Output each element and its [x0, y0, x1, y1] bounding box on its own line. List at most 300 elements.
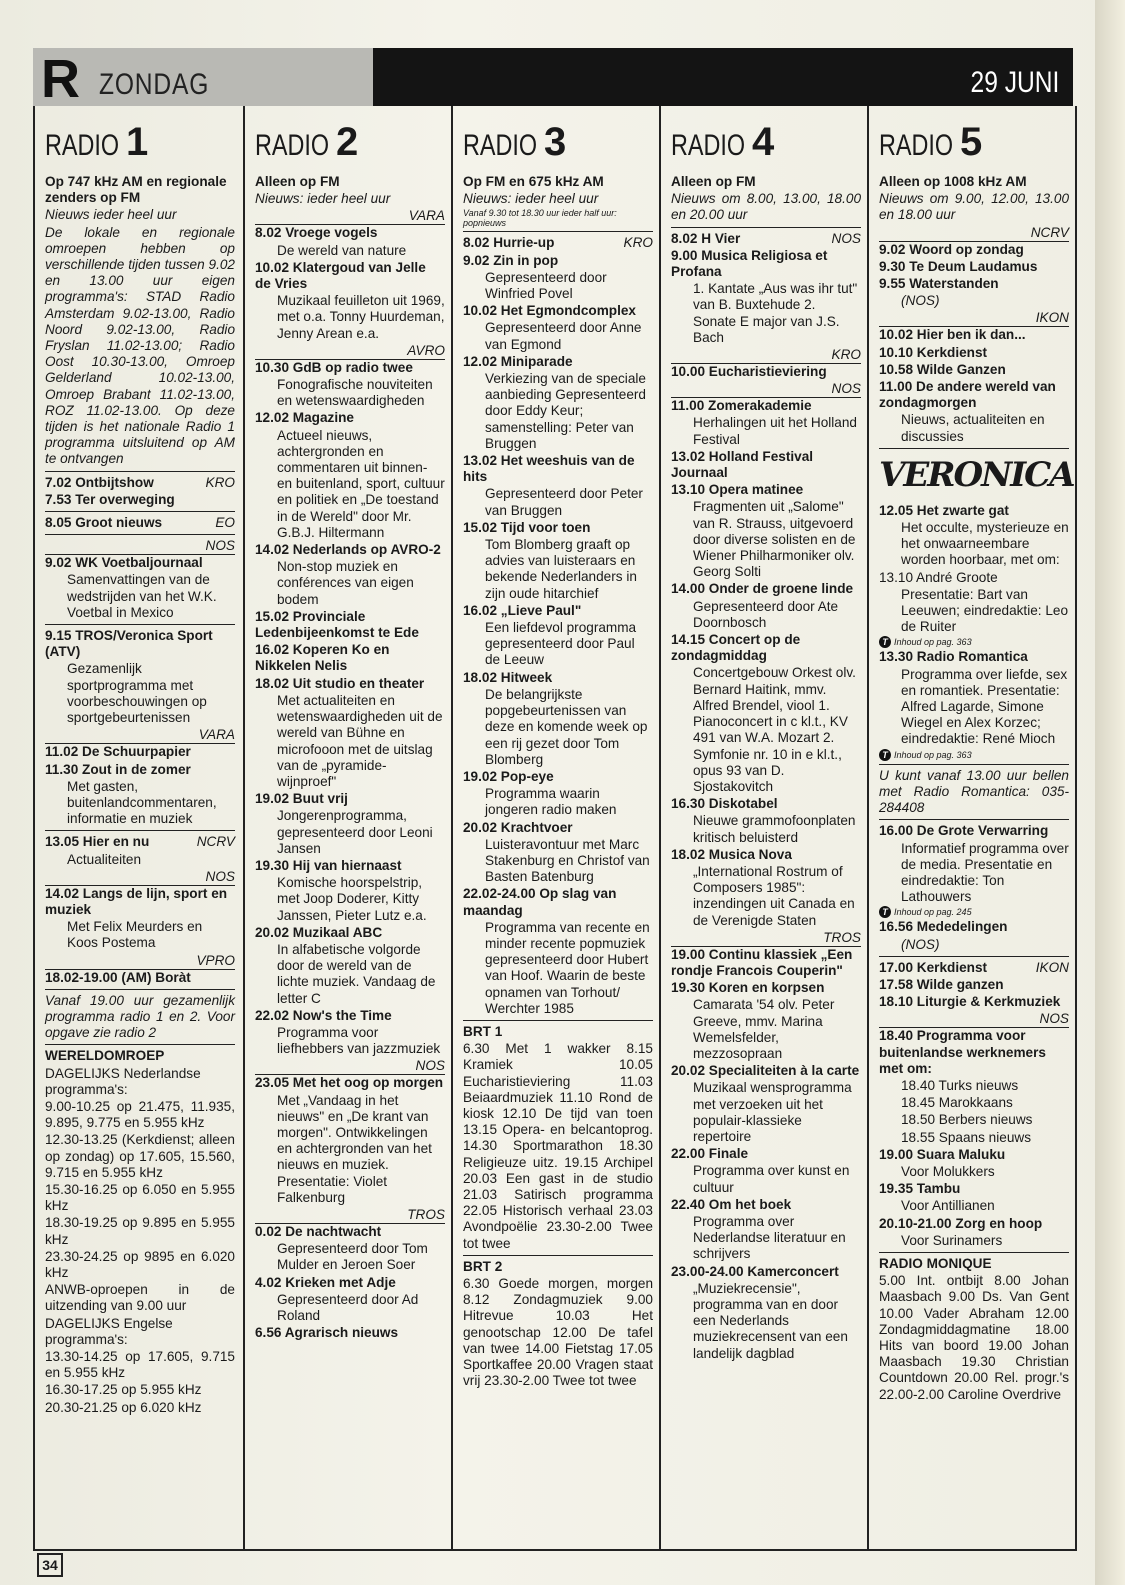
line-text: 13.02 Holland Festival Journaal — [671, 448, 814, 481]
program-title — [463, 253, 653, 269]
line-text: 16.00 De Grote Verwarring — [879, 823, 1049, 839]
program-description — [879, 587, 1069, 636]
program-title — [255, 260, 445, 292]
line-text: Programma over kunst en cultuur — [693, 1163, 850, 1195]
line-text: 18.50 Berbers nieuws — [901, 1112, 1033, 1128]
program-text — [45, 1249, 235, 1281]
program-description — [671, 997, 861, 1062]
line-text: (NOS) — [901, 293, 940, 309]
divider — [45, 471, 235, 472]
program-text — [879, 1273, 1069, 1403]
line-text: 14.15 Concert op de zondagmiddag — [671, 632, 801, 664]
line-text: Programma voor liefhebbers van jazzmuziek — [277, 1024, 441, 1057]
program-title — [255, 360, 445, 376]
program-title — [879, 960, 1069, 976]
program-list — [671, 174, 861, 1362]
program-description — [463, 687, 653, 768]
divider — [463, 1020, 653, 1021]
line-text: Muzikaal wensprogramma met verzoeken uit het populair-klassieke repertoire — [693, 1080, 852, 1144]
program-description — [879, 520, 1069, 569]
line-text: Nieuws: ieder heel uur — [463, 191, 599, 207]
program-description — [879, 1112, 1069, 1128]
line-text: (NOS) — [901, 936, 940, 952]
line-text: 8.02 Vroege vogels — [255, 225, 378, 241]
line-text: 1. Kantate „Aus was ihr tut" van B. Buxtehude 2. Sonate E major van J.S. Bach — [693, 281, 858, 345]
line-text: 12.02 Miniparade — [463, 353, 573, 369]
line-text: 15.02 Tijd voor toen — [463, 519, 591, 535]
line-text: 6.56 Agrarisch nieuws — [255, 1325, 399, 1341]
program-description — [671, 599, 861, 631]
divider — [45, 534, 235, 535]
broadcaster-label: NCRV — [196, 834, 235, 850]
divider — [45, 511, 235, 512]
program-title — [45, 970, 235, 986]
program-description — [255, 1292, 445, 1324]
program-text — [671, 191, 861, 223]
program-title — [671, 482, 861, 498]
line-text: 10.10 Kerkdienst — [879, 344, 988, 360]
line-text: 10.00 Eucharistieviering — [671, 364, 827, 380]
column-radio-3 — [451, 106, 659, 1549]
line-text: Programma van recente en minder recente popmuziek gepresenteerd door Hubert van Hoof. Waarin de beste opnamen van Torhout/ Werchter 1985 — [485, 919, 650, 1016]
program-description — [671, 665, 861, 795]
line-text: 15.02 Provinciale Ledenbijeenkomst te Ede — [255, 608, 419, 641]
tv-guide-marker-icon: T — [879, 636, 891, 648]
line-text: 18.10 Liturgie & Kerkmuziek — [879, 994, 1061, 1010]
program-title — [879, 242, 1069, 258]
line-text: Met Felix Meurders en Koos Postema — [67, 919, 203, 951]
station-name: RADIO — [879, 129, 954, 162]
header-right-band — [373, 48, 1073, 106]
program-title — [255, 925, 445, 941]
program-description — [671, 1080, 861, 1145]
station-number: 2 — [336, 120, 359, 164]
line-text: 9.00 Musica Religiosa et Profana — [671, 247, 828, 280]
line-text: 16.30-17.25 op 5.955 kHz — [45, 1382, 202, 1398]
line-text: DAGELIJKS Nederlandse programma's: — [45, 1065, 201, 1097]
line-text: 22.00 Finale — [671, 1146, 749, 1162]
line-text: 10.02 Klatergoud van Jelle de Vries — [255, 259, 426, 292]
line-text: 8.02 Hurrie-up — [463, 235, 555, 251]
program-title — [879, 259, 1069, 275]
broadcaster-label: AVRO — [255, 343, 445, 360]
program-title — [463, 520, 653, 536]
program-description — [671, 813, 861, 845]
broadcaster-label: NOS — [45, 869, 235, 886]
line-text: 22.02-24.00 Op slag van maandag — [463, 886, 617, 918]
broadcaster-label: NOS — [831, 230, 861, 246]
line-text: 14.02 Langs de lijn, sport en muziek — [45, 885, 228, 917]
line-text: „Muziekrecensie", programma van en door een Nederlands muziekrecensent van een landelijk dagblad — [693, 1280, 848, 1361]
program-text — [879, 570, 1069, 586]
program-description — [463, 920, 653, 1017]
station-name: RADIO — [671, 129, 746, 162]
line-text: 10.58 Wilde Ganzen — [879, 361, 1006, 377]
line-text: 9.55 Waterstanden — [879, 276, 999, 292]
tv-guide-marker-icon: T — [879, 906, 891, 918]
program-description — [463, 620, 653, 669]
line-text: De wereld van nature — [277, 242, 407, 258]
program-title — [879, 379, 1069, 411]
line-text: Voor Antillianen — [901, 1198, 995, 1214]
program-text — [45, 1282, 235, 1314]
program-title — [255, 410, 445, 426]
line-text: 10.30 GdB op radio twee — [255, 359, 413, 375]
program-text — [463, 1276, 653, 1389]
program-title — [255, 609, 445, 641]
program-title — [671, 1197, 861, 1213]
line-text: Herhalingen uit het Holland Festival — [693, 415, 857, 447]
program-title — [671, 980, 861, 996]
program-title — [463, 1024, 653, 1040]
line-text: Luisteravontuur met Marc Stakenburg en Christof van Basten Batenburg — [485, 836, 650, 885]
line-text: Actueel nieuws, achtergronden en commentaren uit binnen- en buitenland, sport, cultuur en politiek en „De toestand in de Wereld" door Mr. G.B.J. Hiltermann — [277, 427, 445, 540]
program-description — [879, 1130, 1069, 1146]
program-text — [45, 1382, 235, 1398]
program-description — [463, 837, 653, 886]
line-text: Op FM en 675 kHz AM — [463, 174, 604, 189]
program-title — [255, 1325, 445, 1341]
program-description — [671, 415, 861, 447]
line-text: Met gasten, buitenlandcommentaren, informatie en muziek — [67, 778, 217, 827]
line-text: Op 747 kHz AM en regionale zenders op FM — [45, 174, 227, 206]
line-text: De belangrijkste popgebeurtenissen van deze en komende week op een rij gezet door Tom Blomberg — [485, 686, 648, 767]
line-text: Jongerenprogramma, gepresenteerd door Leoni Jansen — [277, 808, 433, 856]
program-description — [879, 412, 1069, 444]
line-text: 13.05 Hier en nu — [45, 834, 150, 850]
program-title — [879, 327, 1069, 343]
program-title — [255, 1075, 445, 1091]
broadcaster-label: NOS — [45, 538, 235, 555]
column-radio-2 — [243, 106, 451, 1549]
program-description — [255, 875, 445, 924]
divider — [879, 819, 1069, 820]
program-title — [879, 1181, 1069, 1197]
line-text: 19.35 Tambu — [879, 1181, 961, 1197]
divider — [879, 764, 1069, 765]
line-text: 12.30-13.25 (Kerkdienst; alleen op zondag) op 17.605, 15.560, 9.715 en 5.955 kHz — [45, 1132, 235, 1180]
program-title — [671, 947, 861, 979]
line-text: 18.02-19.00 (AM) Boràt — [45, 969, 191, 985]
header-left-band — [33, 48, 373, 109]
program-title — [671, 1264, 861, 1280]
line-text: 16.02 Koperen Ko en Nikkelen Nelis — [255, 642, 390, 674]
line-text: 9.02 Woord op zondag — [879, 241, 1024, 257]
program-description — [45, 852, 235, 868]
line-text: 18.02 Uit studio en theater — [255, 675, 425, 691]
line-text: Het occulte, mysterieuze en het onwaarneembare worden hoorbaar, met om: — [901, 520, 1069, 568]
line-text: Nieuwe grammofoonplaten kritisch beluisterd — [693, 813, 856, 845]
program-title — [463, 453, 653, 485]
broadcaster-label: KRO — [623, 235, 653, 251]
line-text: 19.30 Koren en korpsen — [671, 980, 825, 996]
line-text: Komische hoorspelstrip, met Joop Doderer, Kitty Janssen, Pieter Lutz e.a. — [277, 875, 427, 923]
page-edge — [1095, 0, 1125, 1585]
line-text: 6.30 Met 1 wakker 8.15 Kramiek 10.05 Eucharistieviering 11.03 Beiaardmuziek 11.10 Rond de kiosk 12.10 De tijd van toen 13.15 Opera- en belcantoprog. 14.30 Sportmarathon 18.30 Religieuze uitz. 19.15 Archipel 20.03 Een gast in de studio 21.03 Satirisch programma 22.05 Historisch verhaal 23.03 Avondpoëlie 23.30-2.00 Twee tot twee — [463, 1041, 653, 1251]
program-title — [255, 642, 445, 674]
line-text: 18.02 Hitweek — [463, 669, 553, 685]
broadcaster-label: KRO — [205, 474, 235, 490]
divider — [45, 624, 235, 625]
program-title — [671, 632, 861, 664]
line-text: Gepresenteerd door Anne van Egmond — [485, 320, 642, 352]
line-text: 20.02 Krachtvoer — [463, 819, 573, 835]
program-title — [879, 994, 1069, 1010]
line-text: „International Rostrum of Composers 1985": inzendingen uit Canada en de Verenigde Staten — [693, 863, 855, 928]
line-text: 16.30 Diskotabel — [671, 796, 778, 812]
broadcaster-label: IKON — [879, 310, 1069, 327]
program-description — [463, 270, 653, 302]
program-text — [879, 906, 1069, 918]
program-title — [45, 515, 235, 531]
line-text: Gepresenteerd door Peter van Bruggen — [485, 486, 643, 518]
station-name: RADIO — [463, 129, 538, 162]
line-text: Programma over liefde, sex en romantiek. Presentatie: Alfred Lagarde, Simone Wiegel en Alex Korzec; eindredaktie: René Mioch — [901, 666, 1068, 747]
station-heading — [45, 120, 235, 174]
broadcaster-label: VPRO — [45, 953, 235, 970]
line-text: 19.30 Hij van hiernaast — [255, 857, 402, 873]
line-text: 18.45 Marokkaans — [901, 1095, 1013, 1111]
program-title — [671, 1063, 861, 1079]
line-text: DAGELIJKS Engelse programma's: — [45, 1315, 173, 1347]
station-heading — [255, 120, 445, 174]
line-text: 20.10-21.00 Zorg en hoop — [879, 1215, 1043, 1231]
line-text: Camarata '54 olv. Peter Greeve, mmv. Marina Wemelsfelder, mezzosopraan — [693, 997, 835, 1061]
line-text: Nieuws om 8.00, 13.00, 18.00 en 20.00 uur — [671, 191, 861, 223]
program-title — [671, 364, 861, 380]
program-title — [463, 886, 653, 918]
program-text — [879, 191, 1069, 223]
line-text: Met actualiteiten en wetenswaardigheden uit de wereld van Bühne en microfooon met de uitslag van de „pyramide-wijnproef" — [277, 692, 443, 789]
line-text: Gezamenlijk sportprogramma met voorbeschouwingen op sportgebeurtenissen — [67, 661, 207, 726]
line-text: WERELDOMROEP — [45, 1048, 165, 1064]
program-description — [255, 808, 445, 857]
line-text: Inhoud op pag. 363 — [894, 637, 972, 648]
program-description — [463, 786, 653, 818]
program-description — [255, 243, 445, 259]
line-text: 20.30-21.25 op 6.020 kHz — [45, 1399, 202, 1415]
line-text: Gepresenteerd door Winfried Povel — [485, 269, 607, 302]
page-number: 34 — [37, 1553, 63, 1577]
program-title — [255, 1008, 445, 1024]
line-text: 17.58 Wilde ganzen — [879, 976, 1004, 992]
line-text: U kunt vanaf 13.00 uur bellen met Radio Romantica: 035-284408 — [879, 767, 1069, 816]
line-text: 20.02 Muzikaal ABC — [255, 924, 383, 940]
line-text: Fragmenten uit „Salome" van R. Strauss, uitgevoerd door diverse solisten en de Wiener Philharmoniker olv. Georg Solti — [693, 499, 856, 580]
program-title — [671, 581, 861, 597]
program-title — [879, 977, 1069, 993]
line-text: 18.55 Spaans nieuws — [901, 1129, 1031, 1145]
program-text — [45, 1215, 235, 1247]
line-text: 19.00 Suara Maluku — [879, 1146, 1006, 1162]
program-title — [45, 1048, 235, 1064]
program-title — [45, 555, 235, 571]
station-number: 3 — [544, 120, 567, 164]
line-text: 20.02 Specialiteiten à la carte — [671, 1063, 860, 1079]
program-title — [255, 225, 445, 241]
program-description — [463, 371, 653, 452]
broadcaster-label: VARA — [255, 208, 445, 225]
program-title — [879, 1028, 1069, 1077]
program-description — [671, 1163, 861, 1195]
line-text: Non-stop muziek en conférences van eigen bodem — [277, 559, 414, 607]
program-description — [255, 559, 445, 608]
station-number: 4 — [752, 120, 775, 164]
broadcaster-label: NOS — [879, 1011, 1069, 1028]
program-title — [463, 769, 653, 785]
program-title — [671, 398, 861, 414]
line-text: BRT 2 — [463, 1258, 503, 1274]
program-title — [671, 231, 861, 247]
line-text: Alleen op FM — [671, 174, 756, 189]
program-description — [671, 1281, 861, 1362]
program-text — [255, 191, 445, 207]
divider — [671, 227, 861, 228]
line-text: Samenvattingen van de wedstrijden van het W.K. Voetbal in Mexico — [67, 572, 217, 620]
line-text: 19.02 Pop-eye — [463, 768, 554, 784]
station-number: 5 — [960, 120, 983, 164]
line-text: Presentatie: Bart van Leeuwen; eindredaktie: Leo de Ruiter — [901, 586, 1069, 635]
line-text: Vanaf 9.30 tot 18.30 uur ieder half uur: popnieuws — [463, 208, 617, 229]
line-text: RADIO MONIQUE — [879, 1255, 992, 1271]
line-text: 16.02 „Lieve Paul" — [463, 602, 582, 618]
line-text: 18.40 Programma voor buitenlandse werknemers met om: — [879, 1028, 1046, 1076]
line-text: 19.02 Buut vrij — [255, 791, 348, 807]
program-text — [45, 1400, 235, 1416]
line-text: Tom Blomberg graaft op advies van luisteraars en bekende Nederlanders in zijn oude hitarchief — [485, 537, 637, 601]
program-text — [45, 1316, 235, 1348]
program-description — [671, 1214, 861, 1263]
line-text: 14.02 Nederlands op AVRO-2 — [255, 542, 441, 558]
divider — [463, 1255, 653, 1256]
date-label: 29 JUNI — [970, 66, 1059, 99]
line-text: 11.30 Zout in de zomer — [45, 761, 191, 777]
program-text — [879, 749, 1069, 761]
divider — [45, 989, 235, 990]
program-title — [879, 503, 1069, 519]
station-heading — [671, 120, 861, 174]
line-text: Nieuws: ieder heel uur — [255, 191, 391, 207]
program-description — [255, 428, 445, 541]
line-text: 9.15 TROS/Veronica Sport (ATV) — [45, 628, 213, 660]
program-description — [463, 537, 653, 602]
broadcaster-label: NCRV — [879, 225, 1069, 242]
line-text: 0.02 De nachtwacht — [255, 1223, 382, 1239]
program-list — [879, 174, 1074, 1403]
line-text: 12.05 Het zwarte gat — [879, 502, 1009, 518]
program-description — [255, 1093, 445, 1206]
program-title — [45, 628, 235, 660]
program-description — [255, 1241, 445, 1273]
program-title — [671, 847, 861, 863]
program-title — [463, 670, 653, 686]
program-description — [463, 486, 653, 518]
program-text — [463, 1041, 653, 1252]
program-description — [879, 293, 1069, 309]
program-text — [463, 208, 653, 228]
program-list — [463, 174, 653, 1389]
program-title — [255, 174, 445, 190]
program-title — [45, 886, 235, 918]
line-text: 5.00 Int. ontbijt 8.00 Johan Maasbach 9.00 Ds. Van Gent 10.00 Vader Abraham 12.00 Zondagmiddagmatine 18.00 Hits van boord 19.00 Johan Maasbach 19.30 Christian Countdown 20.00 Rel. progr.'s 22.00-2.00 Caroline Overdrive — [879, 1273, 1069, 1402]
divider — [45, 1044, 235, 1045]
divider — [45, 830, 235, 831]
program-title — [463, 303, 653, 319]
program-title — [463, 820, 653, 836]
program-title — [671, 1146, 861, 1162]
line-text: 23.05 Met het oog op morgen — [255, 1075, 444, 1091]
broadcaster-label: TROS — [255, 1207, 445, 1224]
line-text: De lokale en regionale omroepen hebben op verschillende tijden tussen 9.02 en 13.00 uur eigen programma's: STAD Radio Amsterdam 9.02-13.00, Radio Noord 9.02-13.00, Radio Fryslan 11.02-13.00; Radio Oost 10.30-13.00, Omroep Gelderland 10.02-13.00, Omroep Brabant 11.02-13.00, ROZ 11.02-13.00. Op deze tijden is het nationale Radio 1 programma uitsluitend op AM te ontvangen — [45, 224, 235, 467]
program-title — [463, 603, 653, 619]
program-title — [45, 475, 235, 491]
radio-grid — [33, 106, 1077, 1551]
program-text — [879, 636, 1069, 648]
program-title — [879, 649, 1069, 665]
line-text: Gepresenteerd door Ad Roland — [277, 1291, 419, 1323]
program-title — [463, 235, 653, 251]
program-title — [879, 823, 1069, 839]
program-text — [45, 1182, 235, 1214]
broadcaster-label: VARA — [45, 727, 235, 744]
line-text: Nieuws ieder heel uur — [45, 207, 177, 223]
column-radio-1 — [35, 106, 241, 1549]
line-text: Fonografische nouviteiten en wetenswaardigheden — [277, 377, 433, 409]
program-title — [45, 744, 235, 760]
line-text: 17.00 Kerkdienst — [879, 959, 988, 975]
station-heading — [463, 120, 653, 174]
program-description — [879, 1164, 1069, 1180]
line-text: 22.02 Now's the Time — [255, 1007, 392, 1023]
line-text: Inhoud op pag. 245 — [894, 907, 972, 918]
line-text: Nieuws om 9.00, 12.00, 13.00 en 18.00 uur — [879, 191, 1069, 223]
program-text — [45, 1349, 235, 1381]
line-text: 9.30 Te Deum Laudamus — [879, 258, 1038, 274]
station-heading — [879, 120, 1069, 174]
program-title — [879, 276, 1069, 292]
program-description — [671, 281, 861, 346]
line-text: Actualiteiten — [67, 851, 142, 867]
broadcaster-label: EO — [215, 515, 235, 531]
broadcaster-label: KRO — [671, 347, 861, 364]
program-description — [255, 377, 445, 409]
line-text: 18.40 Turks nieuws — [901, 1077, 1019, 1093]
program-description — [255, 942, 445, 1007]
line-text: Inhoud op pag. 363 — [894, 749, 972, 760]
program-title — [255, 1275, 445, 1291]
line-text: 9.02 Zin in pop — [463, 252, 559, 268]
line-text: 8.02 H Vier — [671, 230, 741, 246]
day-label: ZONDAG — [99, 68, 210, 101]
divider — [463, 231, 653, 232]
line-text: Muzikaal feuilleton uit 1969, met o.a. Tonny Huurdeman, Jenny Arean e.a. — [277, 293, 445, 341]
program-text — [45, 207, 235, 223]
line-text: 23.00-24.00 Kamerconcert — [671, 1263, 839, 1279]
line-text: 13.10 André Groote — [879, 569, 998, 585]
line-text: Informatief programma over de media. Presentatie en eindredaktie: Ton Lathouwers — [901, 840, 1069, 905]
program-text — [879, 768, 1069, 817]
program-title — [879, 1256, 1069, 1272]
section-letter: R — [41, 49, 80, 109]
line-text: 13.02 Het weeshuis van de hits — [463, 453, 635, 485]
program-title — [45, 834, 235, 850]
program-list — [45, 174, 235, 1416]
line-text: Voor Surinamers — [901, 1232, 1003, 1248]
line-text: Vanaf 19.00 uur gezamenlijk programma radio 1 en 2. Voor opgave zie radio 2 — [45, 992, 235, 1041]
program-text — [463, 191, 653, 207]
program-title — [45, 492, 235, 508]
line-text: 12.02 Magazine — [255, 410, 354, 426]
